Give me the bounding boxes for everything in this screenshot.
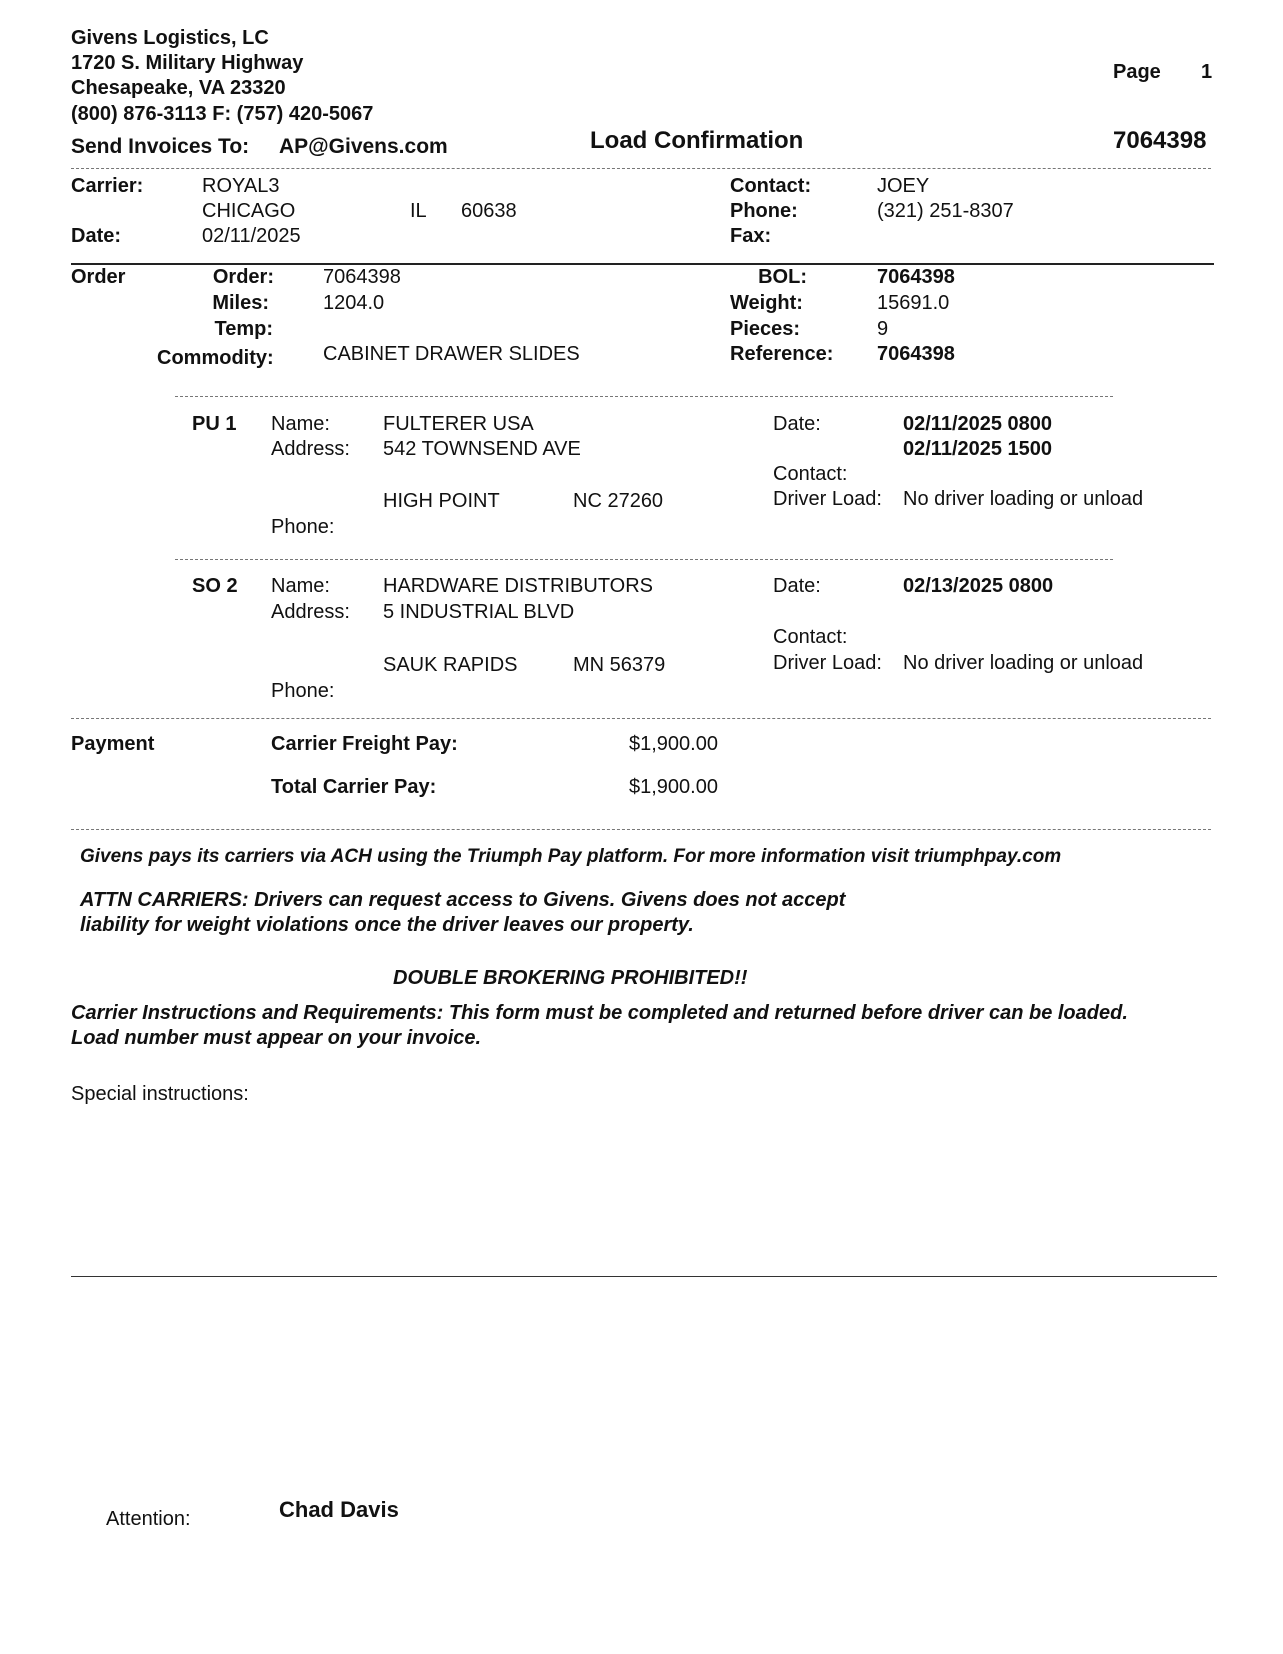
attention-label: Attention: [106,1508,191,1530]
order-section-label: Order [71,266,126,288]
stop-name-label: Name: [271,575,330,597]
stop-address: 542 TOWNSEND AVE [383,438,581,460]
stop-state-zip: NC 27260 [573,490,664,512]
special-instructions-label: Special instructions: [71,1083,249,1105]
miles-label: Miles: [212,292,269,314]
contact-value: JOEY [877,175,930,197]
pieces-value: 9 [877,318,889,340]
page-number: 1 [1201,61,1213,83]
send-invoices-email: AP@Givens.com [279,135,448,158]
temp-label: Temp: [214,318,273,340]
company-name: Givens Logistics, LC [71,27,269,49]
commodity-label: Commodity: [157,347,274,369]
reference-value: 7064398 [877,343,955,365]
attn-note-line1: ATTN CARRIERS: Drivers can request access to Givens. Givens does not accept [80,889,846,911]
commodity-value: CABINET DRAWER SLIDES [323,343,580,365]
triumph-note: Givens pays its carriers via ACH using the Triumph Pay platform. For more information visit triumphpay.com [80,846,1062,867]
stop-phone-label: Phone: [271,516,335,538]
fax-label: Fax: [730,225,772,247]
stop-driver-load: No driver loading or unload [903,488,1144,510]
stop-date-label: Date: [773,413,821,435]
weight-label: Weight: [730,292,803,314]
reference-label: Reference: [730,343,834,365]
carrier-city: CHICAGO [202,200,296,222]
send-invoices-label: Send Invoices To: [71,135,250,158]
stop-code: SO 2 [192,575,238,597]
page-label: Page [1113,61,1161,83]
header-divider [71,168,1211,169]
total-pay-value: $1,900.00 [629,776,718,798]
stop-name-label: Name: [271,413,330,435]
stop-city: SAUK RAPIDS [383,654,518,676]
freight-pay-value: $1,900.00 [629,733,718,755]
instructions-line2: Load number must appear on your invoice. [71,1027,482,1049]
order-value: 7064398 [323,266,401,288]
stop-state-zip: MN 56379 [573,654,666,676]
stop-driver-load: No driver loading or unload [903,652,1144,674]
carrier-date-label: Date: [71,225,122,247]
stop-divider [175,396,1113,397]
special-instructions-line [71,1276,1217,1277]
company-street: 1720 S. Military Highway [71,52,304,74]
weight-value: 15691.0 [877,292,950,314]
carrier-state: IL [410,200,427,222]
stops-end-divider [71,718,1211,719]
phone-label: Phone: [730,200,798,222]
instructions-line1: Carrier Instructions and Requirements: This form must be completed and returned before driver can be loaded. [71,1002,1128,1024]
carrier-label: Carrier: [71,175,144,197]
order-label: Order: [212,266,274,288]
stop-date-start: 02/11/2025 0800 [903,413,1053,435]
attention-name: Chad Davis [279,1497,399,1522]
carrier-name: ROYAL3 [202,175,280,197]
stop-contact-label: Contact: [773,463,848,485]
carrier-divider [71,263,1214,265]
stop-address-label: Address: [271,601,350,623]
phone-value: (321) 251-8307 [877,200,1014,222]
bol-label: BOL: [758,266,807,288]
total-pay-label: Total Carrier Pay: [271,776,437,798]
stop-address-label: Address: [271,438,350,460]
stop-phone-label: Phone: [271,680,335,702]
stop-code: PU 1 [192,413,237,435]
load-number: 7064398 [1113,127,1207,154]
stop-date-label: Date: [773,575,821,597]
stop-name: HARDWARE DISTRIBUTORS [383,575,654,597]
stop-name: FULTERER USA [383,413,534,435]
payment-divider [71,829,1211,830]
freight-pay-label: Carrier Freight Pay: [271,733,458,755]
stop-date-start: 02/13/2025 0800 [903,575,1054,597]
contact-label: Contact: [730,175,812,197]
bol-value: 7064398 [877,266,955,288]
stop-contact-label: Contact: [773,626,848,648]
pieces-label: Pieces: [730,318,801,340]
company-phones: (800) 876-3113 F: (757) 420-5067 [71,103,374,125]
stop-address: 5 INDUSTRIAL BLVD [383,601,575,623]
stop-driver-load-label: Driver Load: [773,488,882,510]
carrier-date: 02/11/2025 [202,225,301,247]
stop-date-end: 02/11/2025 1500 [903,438,1053,460]
stop-city: HIGH POINT [383,490,500,512]
miles-value: 1204.0 [323,292,385,314]
carrier-zip: 60638 [461,200,517,222]
company-city: Chesapeake, VA 23320 [71,77,286,99]
payment-section-label: Payment [71,733,155,755]
stop-divider [175,559,1113,560]
document-title: Load Confirmation [590,127,804,154]
double-brokering-note: DOUBLE BROKERING PROHIBITED!! [393,967,748,989]
attn-note-line2: liability for weight violations once the driver leaves our property. [80,914,694,936]
stop-driver-load-label: Driver Load: [773,652,882,674]
